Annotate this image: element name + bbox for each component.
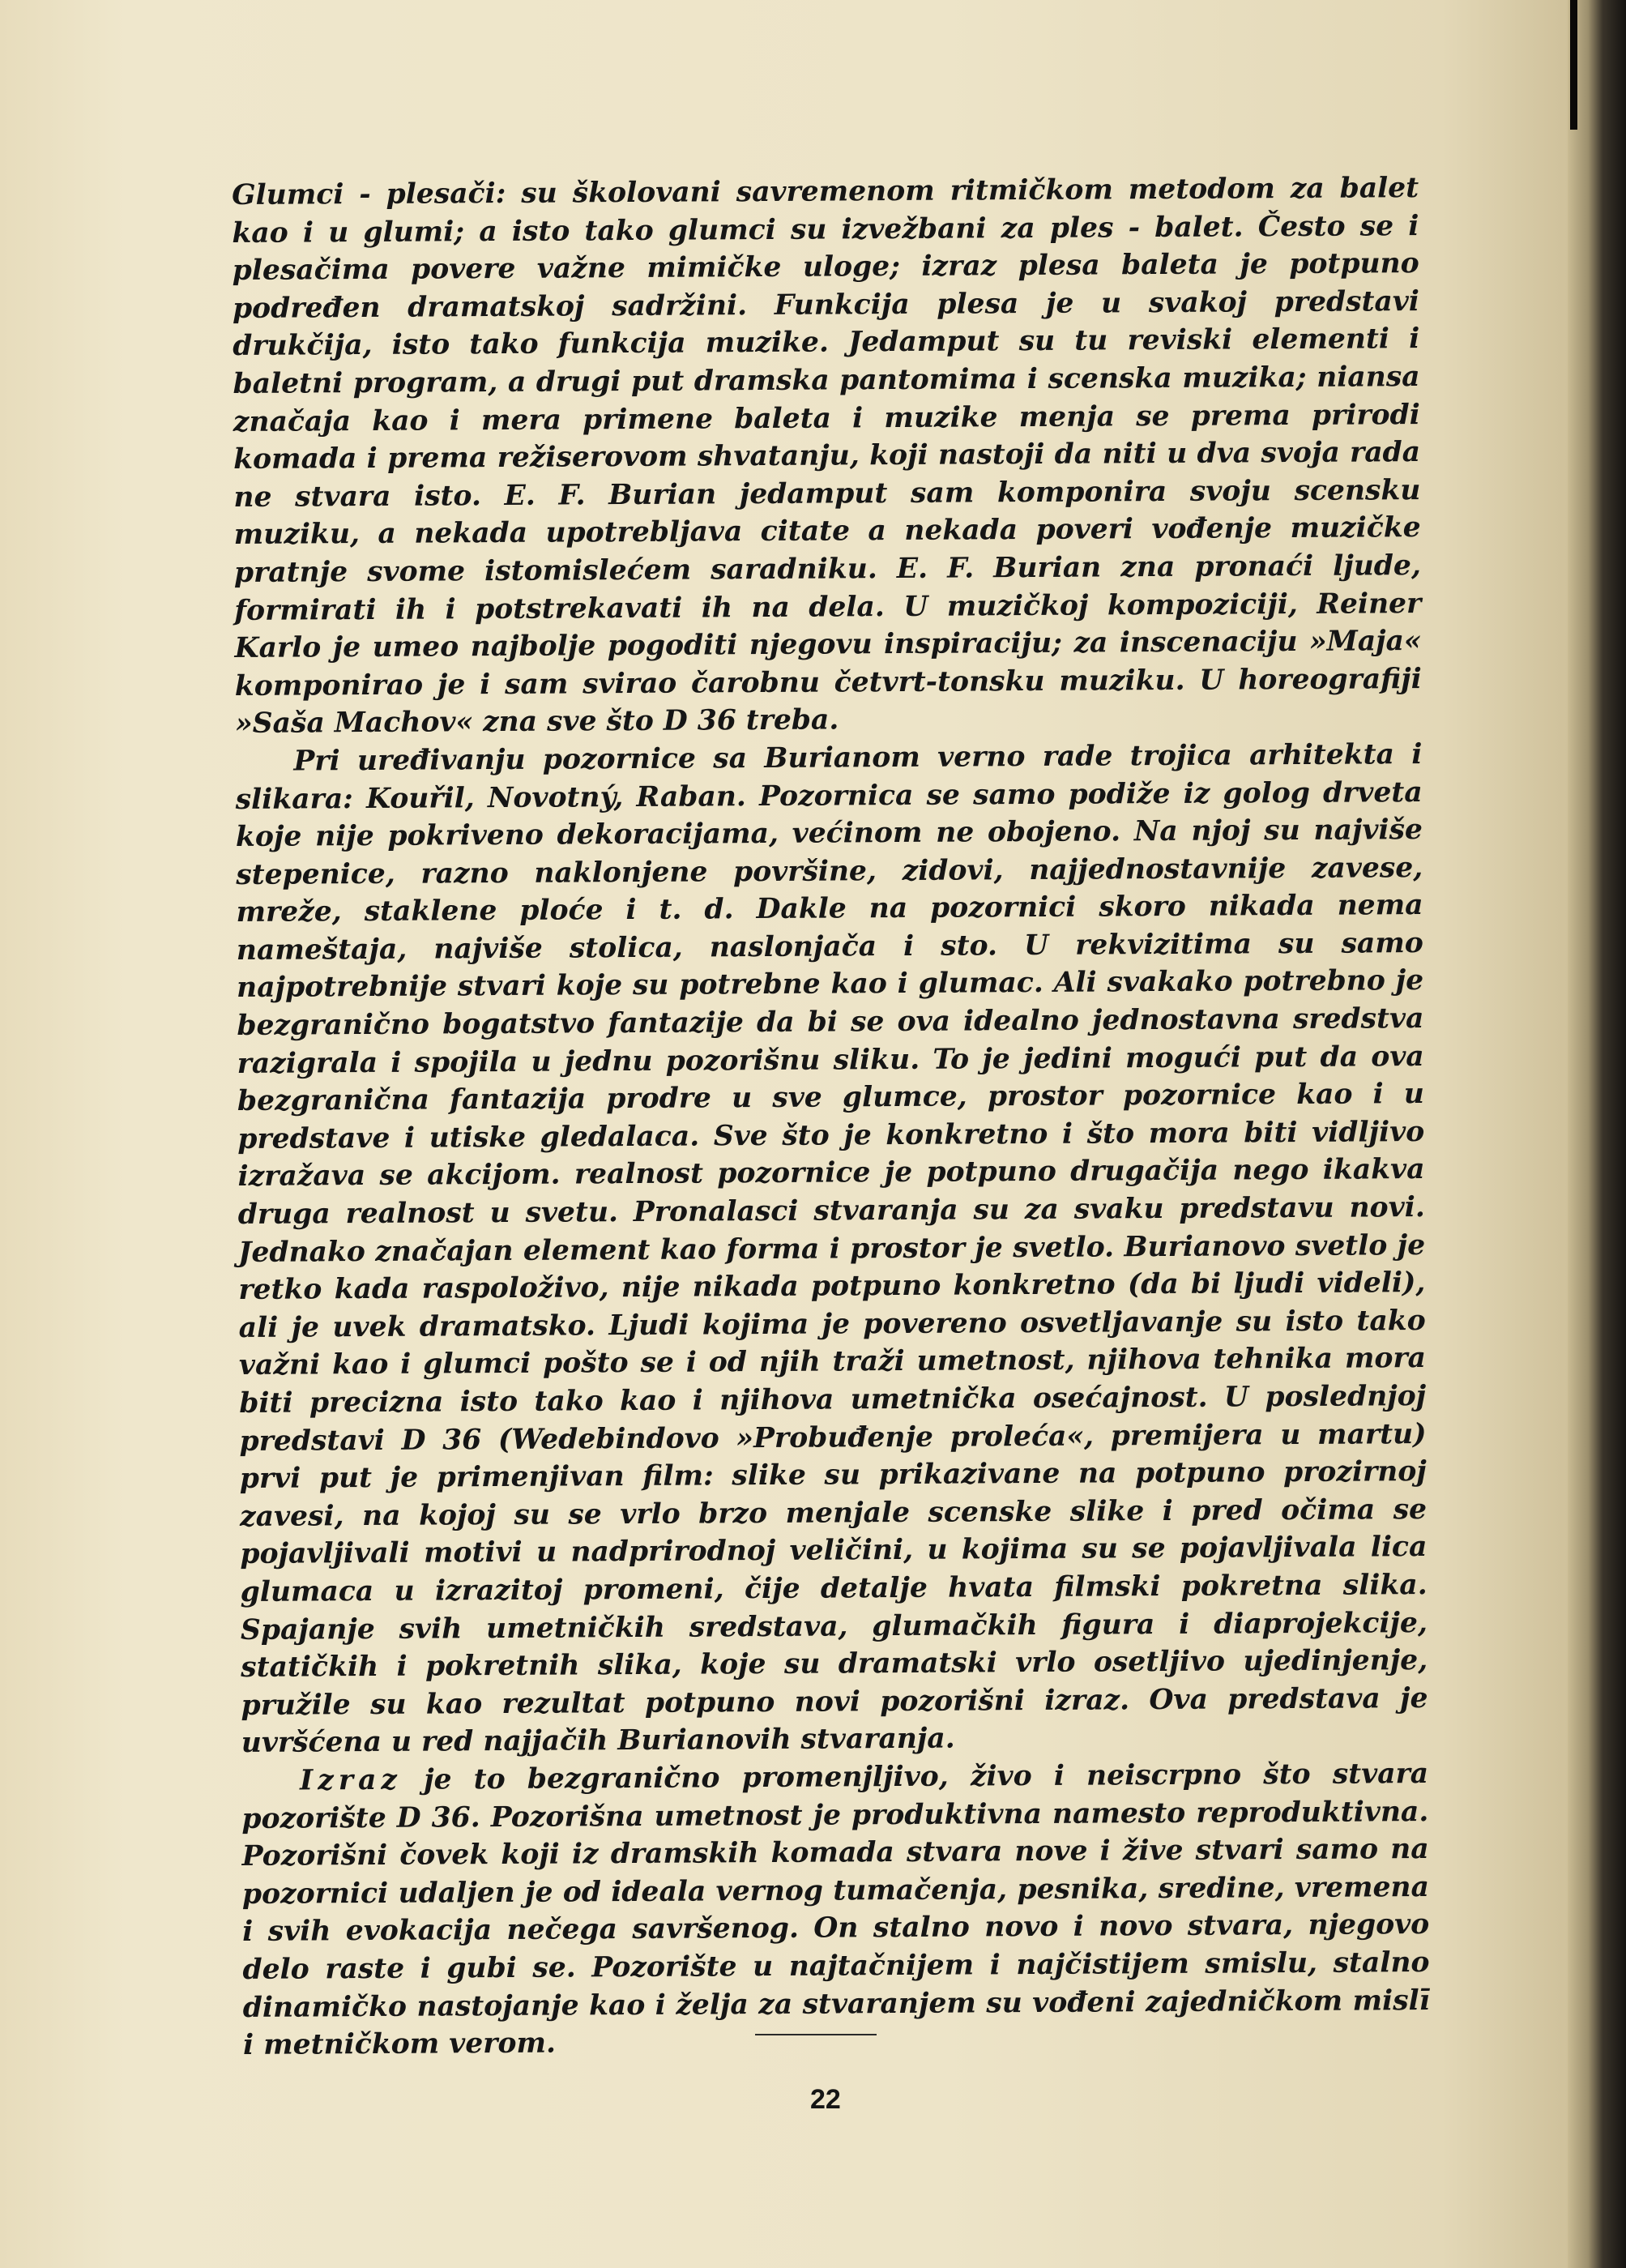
- paragraph-1: [232, 169, 1422, 743]
- paragraph-3-lead-word: Izraz: [299, 1763, 403, 1797]
- paragraph-2: [235, 736, 1428, 1762]
- book-binding-edge: [1568, 0, 1626, 2268]
- paragraph-1-text: Glumci - plesači: su školovani savremenom ritmičkom metodom za balet kao i u glumi; a isto tako glumci su izvežbani za ples - balet. Često se i plesačima povere važne mimičke uloge; izraz plesa baleta je potpuno podređen dramatskoj sadržini. Funkcija plesa je u svakoj predstavi drukčija, isto tako funkcija muzike. Jedamput su tu reviski elementi i baletni program, a drugi put dramska pantomima i scenska muzika; niansa značaja kao i mera primene baleta i muzike menja se prema prirodi komada i prema režiserovom shvatanju, koji nastoji da niti u dva svoja rada ne stvara isto. E. F. Burian jedamput sam komponira svoju scensku muziku, a nekada upotrebljava citate a nekada poveri vođenje muzičke pratnje svome istomislećem saradniku. E. F. Burian zna pronaći ljude, formirati ih i potstrekavati ih na dela. U muzičkoj kompoziciji, Reiner Karlo je umeo najbolje pogoditi njegovu inspiraciju; za inscenaciju »Maja« komponirao je i sam svirao čarobnu četvrt-tonsku muziku. U horeografiji »Saša Machov« zna sve što D 36 treba.: [232, 172, 1422, 741]
- paragraph-2-text: Pri uređivanju pozornice sa Burianom verno rade trojica arhitekta i slikara: Kouřil, Novotný, Raban. Pozornica se samo podiže iz golog drveta koje nije pokriveno dekoracijama, većinom ne obojeno. Na njoj su najviše stepenice, razno naklonjene površine, zidovi, najjednostavnije zavese, mreže, staklene ploće i t. d. Dakle na pozornici skoro nikada nema nameštaja, najviše stolica, naslonjača i sto. U rekvizitima su samo najpotrebnije stvari koje su potrebne kao i glumac. Ali svakako potrebno je bezgranično bogatstvo fantazije da bi se ova idealno jednostavna sredstva razigrala i spojila u jednu pozorišnu sliku. To je jedini mogući put da ova bezgranična fantazija prodre u sve glumce, prostor pozornice kao i u predstave i utiske gledalaca. Sve što je konkretno i što mora biti vidljivo izražava se akcijom. realnost pozornice je potpuno drugačija nego ikakva druga realnost u svetu. Pronalasci stvaranja su za svaku predstavu novi. Jednako značajan element kao forma i prostor je svetlo. Burianovo svetlo je retko kada raspoloživo, nije nikada potpuno konkretno (da bi ljudi videli), ali je uvek dramatsko. Ljudi kojima je povereno osvetljavanje su isto tako važni kao i glumci pošto se i od njih traži umetnost, njihova tehnika mora biti precizna isto tako kao i njihova umetnička osećajnost. U poslednjoj predstavi D 36 (Wedebindovo »Probuđenje proleća«, premijera u martu) prvi put je primenjivan film: slike su prikazivane na potpuno prozirnoj zavesi, na kojoj su se vrlo brzo menjale scenske slike i pred očima se pojavljivali motivi u nadprirodnoj veličini, u kojima su se pojavljivala lica glumaca u izrazitoj promeni, čije detalje hvata filmski pokretna slika. Spajanje svih umetničkih sredstava, glumačkih figura i diaprojekcije, statičkih i pokretnih slika, koje su dramatski vrlo osetljivo ujedinjenje, pružile su kao rezultat potpuno novi pozorišni izraz. Ova predstava je uvršćena u red najjačih Burianovih stvaranja.: [235, 737, 1428, 1760]
- paragraph-3-text: je to bezgranično promenjljivo, živo i neiscrpno što stvara pozorište D 36. Pozorišna umetnost je produktivna namesto reproduktivna. Pozorišni čovek koji iz dramskih komada stvara nove i žive stvari samo na pozornici udaljen je od ideala vernog tumačenja, pesnika, sredine, vremena i svih evokacija nečega savršenog. On stalno novo i novo stvara, njegovo delo raste i gubi se. Pozorište u najtačnijem i najčistijem smislu, stalno dinamičko nastojanje kao i želja za stvaranjem su vođeni zajedničkom mislī i metničkom verom.: [241, 1757, 1430, 2062]
- body-text: [232, 169, 1430, 2065]
- paragraph-3: [241, 1755, 1430, 2065]
- footer-rule: [755, 2034, 877, 2035]
- page-number: 22: [810, 2084, 841, 2115]
- binding-shadow: [1570, 0, 1577, 130]
